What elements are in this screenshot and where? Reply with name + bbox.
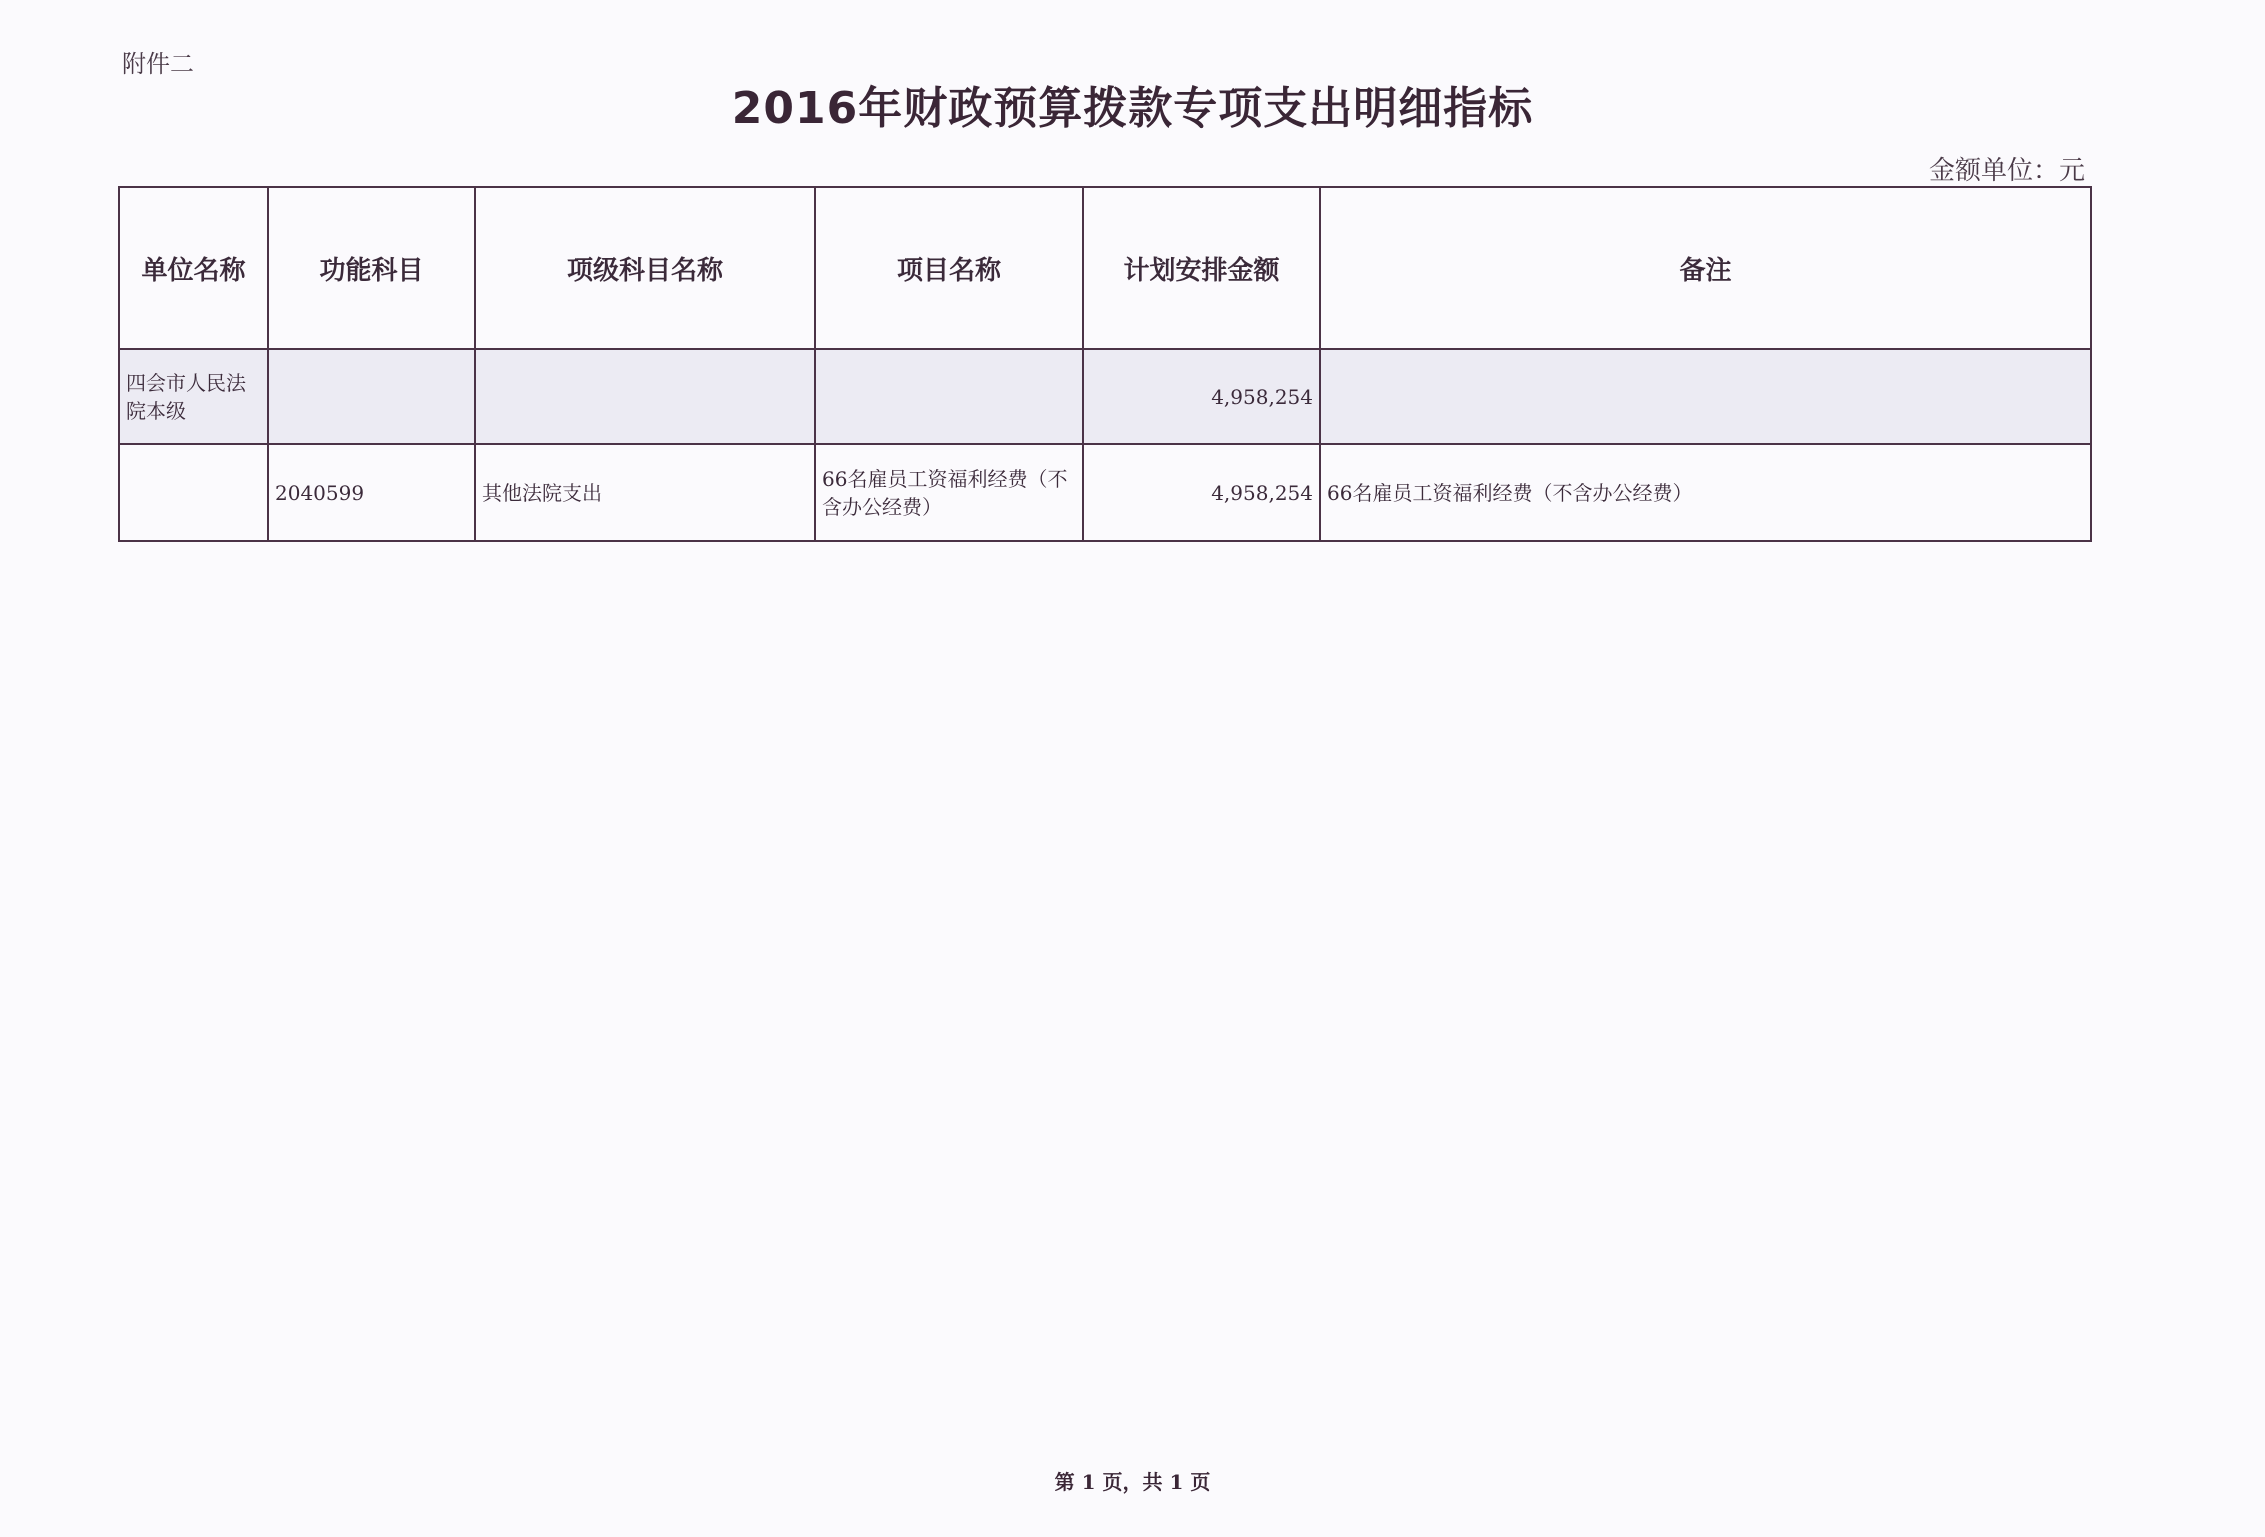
table-header-row: [119, 187, 2091, 349]
cell-function-code: [268, 349, 475, 444]
cell-unit-name: [119, 444, 268, 541]
document-title: 2016年财政预算拨款专项支出明细指标: [731, 83, 1534, 134]
header-item-name: 项级科目名称: [475, 187, 815, 349]
amount-unit-label: 金额单位：元: [1928, 156, 2085, 186]
page-footer: 第 1 页，共 1 页: [1054, 1470, 1211, 1494]
cell-planned-amount: 4,958,254: [1083, 444, 1320, 541]
header-project-name: 项目名称: [815, 187, 1083, 349]
table-row: [119, 444, 2091, 541]
header-function-code: 功能科目: [268, 187, 475, 349]
header-remark: 备注: [1320, 187, 2091, 349]
cell-item-name: [475, 349, 815, 444]
attachment-label: 附件二: [122, 50, 194, 78]
cell-planned-amount: 4,958,254: [1083, 349, 1320, 444]
cell-function-code: 2040599: [268, 444, 475, 541]
cell-unit-name: 四会市人民法院本级: [119, 349, 268, 444]
cell-remark: 66名雇员工资福利经费（不含办公经费）: [1320, 444, 2091, 541]
cell-remark: [1320, 349, 2091, 444]
cell-project-name: 66名雇员工资福利经费（不含办公经费）: [815, 444, 1083, 541]
table-row: [119, 349, 2091, 444]
cell-item-name: 其他法院支出: [475, 444, 815, 541]
header-planned-amount: 计划安排金额: [1083, 187, 1320, 349]
budget-table: [118, 186, 2092, 542]
cell-project-name: [815, 349, 1083, 444]
header-unit-name: 单位名称: [119, 187, 268, 349]
